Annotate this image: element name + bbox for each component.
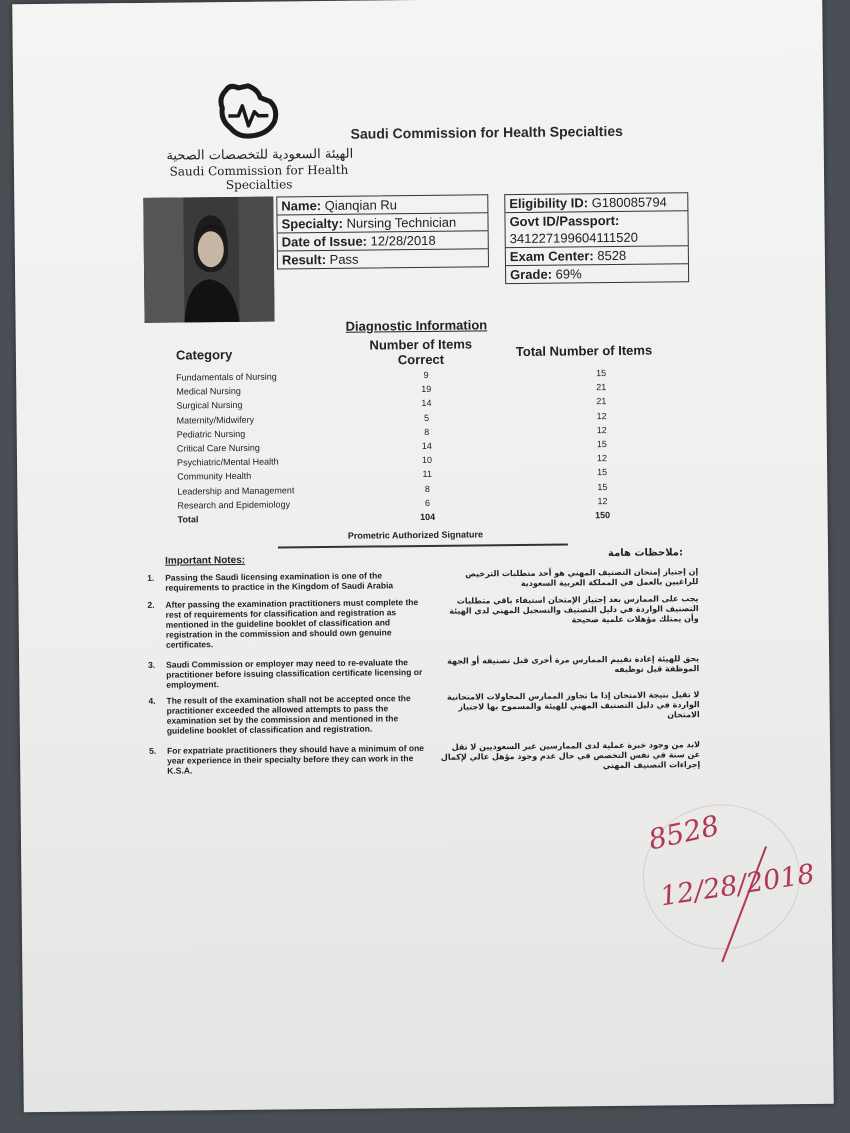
result-value: Pass (329, 251, 359, 267)
note-item-arabic: إن إجتياز إمتحان التصنيف المهني هو أحد متطلبات الترخيص للراغبين بالعمل في المملكة العربية السعودية (465, 567, 699, 588)
handwritten-date: 12/28/2018 (658, 858, 817, 913)
certificate-paper (12, 0, 834, 1112)
total-cell: 12 (596, 410, 607, 421)
name-row: Name: Qianqian Ru (277, 195, 487, 215)
total-cell: 12 (596, 424, 607, 435)
correct-cell: 8 (424, 483, 430, 494)
specialty-value: Nursing Technician (346, 214, 457, 231)
handwritten-exam-center: 8528 (645, 808, 723, 857)
category-cell: Surgical Nursing (176, 400, 243, 411)
col-header-correct: Number of Items Correct (369, 336, 473, 368)
correct-cell: 5 (424, 412, 430, 423)
correct-cell: 19 (421, 384, 432, 395)
note-item-english (148, 693, 431, 736)
category-cell: Total (177, 514, 199, 525)
note-number: 4. (148, 695, 156, 706)
category-cell: Community Health (177, 471, 252, 482)
notes-title: Important Notes: (165, 554, 246, 567)
govt-id-row (506, 228, 688, 248)
date-value: 12/28/2018 (370, 232, 436, 249)
note-text: For expatriate practitioners they should have a minimum of one year experience in their specialty before they can work in the K.S.A. (166, 743, 425, 776)
note-number: 3. (148, 659, 156, 670)
category-cell: Pediatric Nursing (176, 428, 246, 440)
category-cell: Psychiatric/Mental Health (176, 456, 279, 468)
eligibility-id: G180085794 (591, 194, 667, 211)
category-cell: Medical Nursing (176, 386, 241, 397)
total-cell: 15 (596, 368, 607, 379)
date-row: Date of Issue: 12/28/2018 (278, 231, 488, 251)
grade-value: 69% (555, 266, 582, 282)
total-cell: 15 (597, 481, 608, 492)
category-cell: Maternity/Midwifery (176, 414, 255, 426)
note-number: 1. (147, 572, 155, 583)
note-number: 2. (147, 599, 155, 610)
category-cell: Critical Care Nursing (176, 442, 260, 454)
category-cell: Research and Epidemiology (177, 499, 291, 511)
note-number: 5. (148, 745, 157, 756)
candidate-name: Qianqian Ru (324, 197, 398, 214)
eligibility-info-box (504, 192, 689, 284)
note-item-english (147, 597, 431, 650)
total-cell: 21 (596, 396, 607, 407)
schs-logo-icon (208, 81, 289, 144)
note-item-english (147, 570, 430, 593)
total-cell: 15 (596, 439, 607, 450)
page-title: Saudi Commission for Health Specialties (350, 122, 623, 142)
specialty-row: Specialty: Nursing Technician (277, 213, 487, 233)
total-cell: 12 (597, 495, 608, 506)
note-item-english (148, 657, 431, 690)
signature-label: Prometric Authorized Signature (347, 529, 484, 541)
correct-cell: 14 (421, 398, 432, 409)
category-cell: Leadership and Management (177, 484, 295, 497)
note-text: Passing the Saudi licensing examination is one of the requirements to practice in the Kingdom of Saudi Arabia (165, 570, 394, 593)
note-text: The result of the examination shall not be accepted once the practitioner exceeded the allowed attempts to pass the examination set by the commission and mentioned in the guideline booklet of classification and registration. (166, 693, 411, 736)
candidate-info-box (276, 194, 489, 269)
notes-arabic-title: ملاحظات هامة: (607, 547, 684, 560)
candidate-photo (143, 197, 274, 323)
note-item-arabic: لابد من وجود خبرة عملية لدى الممارسين غير السعوديين لا تقل عن سنة في نفس التخصص في حال عدم وجود مؤهل عالي لإكمال إجراءات التصنيف المهني (440, 740, 701, 771)
total-cell: 150 (595, 510, 611, 521)
total-cell: 12 (596, 453, 608, 464)
handwritten-annotation (621, 796, 823, 968)
grade-row: Grade: 69% (510, 266, 582, 283)
note-text: After passing the examination practitioners must complete the rest of requirements for classification and registration as mentioned in the guideline booklet of classification and registration in the commission and should own genuine certificates. (165, 597, 419, 650)
exam-center: 8528 (597, 247, 627, 264)
note-item-arabic: يجب على الممارس بعد إجتياز الإمتحان استيفاء باقي متطلبات التصنيف الواردة في دليل التصنيف والتسجيل المهني لدى الهيئة وأن يمتلك مؤهلات علمية صحيحة (449, 594, 699, 625)
col-header-total: Total Number of Items (515, 342, 653, 360)
logo-english-text: Saudi Commission for Health Specialties (169, 162, 349, 193)
signature-line (278, 543, 568, 548)
correct-cell: 6 (424, 497, 431, 508)
correct-cell: 9 (423, 369, 429, 380)
govt-id: 341227199604111520 (509, 229, 638, 247)
note-item-arabic: يحق للهيئة إعادة تقييم الممارس مرة أخرى قبل تصنيفه أو الجهة الموظفة قبل توظيفه (447, 654, 700, 675)
correct-cell: 10 (421, 455, 433, 466)
correct-cell: 11 (422, 469, 432, 480)
result-row: Result: Pass (281, 251, 359, 268)
col-header-category: Category (175, 346, 233, 363)
note-item-english (148, 743, 432, 776)
total-cell: 15 (597, 467, 608, 478)
correct-cell: 14 (421, 440, 432, 452)
diagnostic-title: Diagnostic Information (345, 317, 488, 334)
eligibility-row: Eligibility ID: G180085794 (505, 193, 687, 213)
exam-center-row: Exam Center: 8528 (506, 246, 688, 266)
note-item-arabic: لا تقبل نتيجة الامتحان إذا ما تجاوز الممارس المحاولات الامتحانية الواردة في دليل التصنيف المهني للهيئة والمسموح بها لاجتياز الامتحان (446, 690, 700, 720)
note-text: Saudi Commission or employer may need to re-evaluate the practitioner before issuing classification certificate licensing or employment. (166, 657, 423, 690)
total-cell: 21 (596, 382, 607, 393)
logo-arabic-text: الهيئة السعودية للتخصصات الصحية (166, 146, 354, 164)
category-cell: Fundamentals of Nursing (176, 371, 277, 383)
correct-cell: 8 (424, 426, 430, 437)
correct-cell: 104 (420, 511, 436, 523)
govt-label-row: Govt ID/Passport: (509, 212, 620, 230)
